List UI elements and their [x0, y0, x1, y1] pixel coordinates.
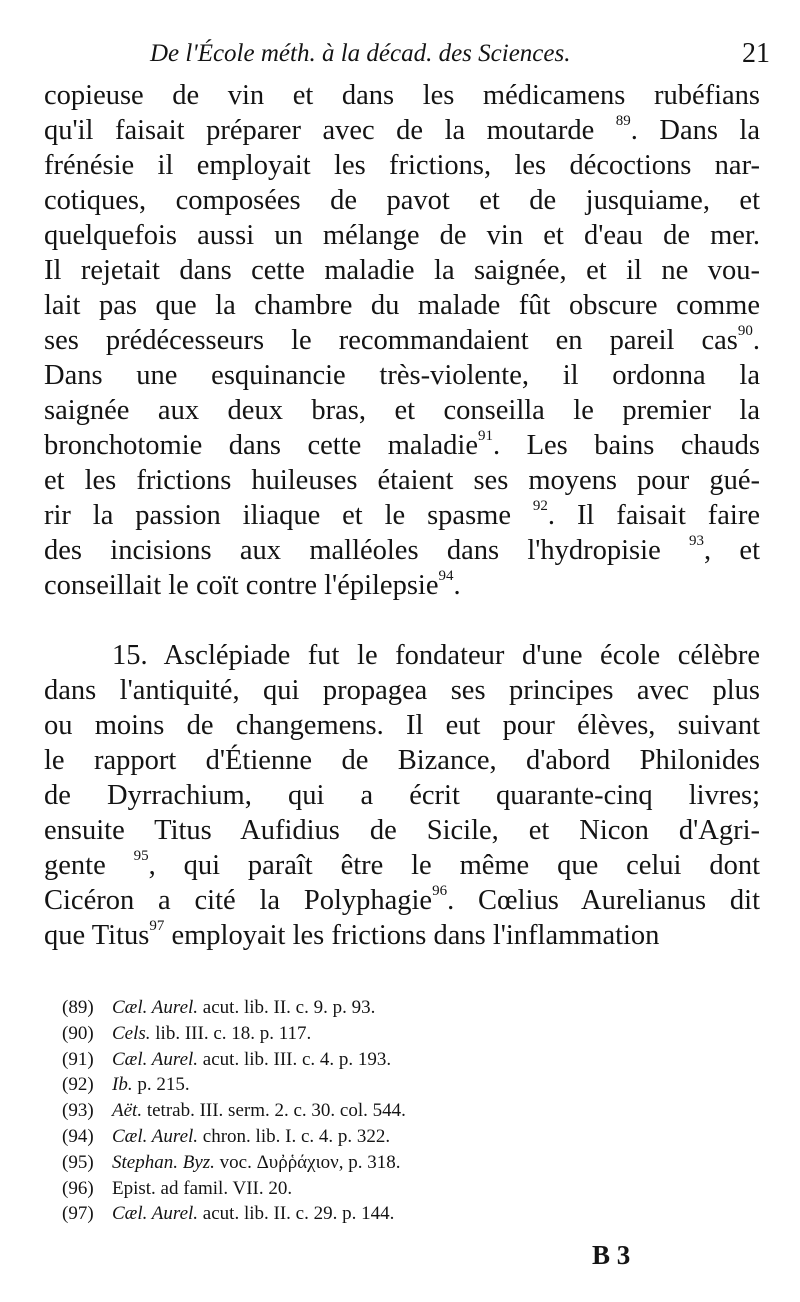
footnote-number: (94) — [62, 1125, 94, 1147]
footnote-number: (97) — [62, 1203, 94, 1225]
footnote-ref: 91 — [477, 428, 493, 444]
footnote-citation: acut. lib. II. c. 29. p. 144. — [198, 1203, 395, 1225]
footnote-source: Cæl. Aurel. — [112, 1125, 199, 1147]
text-line — [44, 183, 760, 218]
footnote-ref: 96 — [432, 883, 448, 899]
footnote-source: Cels. — [112, 1022, 151, 1044]
line-text: frénésie il employait les frictions, les décoctions nar- — [44, 150, 760, 181]
text-line — [44, 78, 760, 113]
footnote-source: Aët. — [112, 1100, 143, 1122]
footnote-number: (92) — [62, 1074, 94, 1096]
footnote-citation: chron. lib. I. c. 4. p. 322. — [198, 1125, 391, 1147]
line-text-after: employait les frictions dans l'inflammation — [164, 920, 660, 951]
text-line — [44, 883, 760, 918]
footnote-number: (89) — [62, 997, 94, 1018]
line-text: copieuse de vin et dans les médicamens rubéfians — [44, 80, 760, 111]
line-text: dans l'antiquité, qui propagea ses principes avec plus — [44, 675, 760, 706]
footnote-citation: tetrab. III. serm. 2. c. 30. col. 544. — [142, 1100, 406, 1122]
text-line — [44, 673, 760, 708]
signature-mark: B 3 — [592, 1240, 631, 1270]
line-text-after: . Les bains chauds — [492, 430, 761, 461]
line-text: saignée aux deux bras, et conseilla le premier la — [44, 395, 760, 426]
footnote-citation: voc. Δυῤῥάχιον, p. 318. — [214, 1151, 401, 1173]
line-text: 15. Asclépiade fut le fondateur d'une école célèbre — [112, 640, 760, 671]
footnote — [62, 1201, 562, 1227]
line-text: ou moins de changemens. Il eut pour élèves, suivant — [44, 710, 760, 741]
text-line — [44, 918, 760, 953]
footnote-number: (93) — [62, 1100, 94, 1122]
footnote-ref: 97 — [149, 918, 165, 934]
line-text-after: , et — [704, 535, 760, 566]
footnote — [62, 1176, 562, 1202]
line-text: bronchotomie dans cette maladie — [44, 430, 478, 461]
footnote-source: Stephan. Byz. — [112, 1151, 215, 1173]
text-line — [44, 148, 760, 183]
footnote-citation: p. 215. — [132, 1074, 190, 1096]
line-text: le rapport d'Étienne de Bizance, d'abord Philonides — [44, 745, 760, 776]
footnote-source: Cæl. Aurel. — [112, 997, 199, 1018]
footnote-ref: 90 — [737, 323, 753, 339]
body-text — [44, 78, 760, 953]
line-text: et les frictions huileuses étaient ses moyens pour gué- — [44, 465, 760, 496]
footnote — [62, 1047, 562, 1073]
page-number: 21 — [742, 38, 770, 69]
line-text-after: . — [752, 325, 760, 356]
line-text-after: , qui paraît être le même que celui dont — [148, 850, 760, 881]
text-line — [44, 743, 760, 778]
footnote — [62, 1072, 562, 1098]
line-text: Dans une esquinancie très-violente, il ordonna la — [44, 360, 760, 391]
running-title: De l'École méth. à la décad. des Sciences. — [150, 40, 571, 67]
line-text: gente — [44, 850, 134, 881]
line-text-after: . Cœlius Aurelianus dit — [447, 885, 760, 916]
running-head — [150, 34, 770, 74]
footnote-citation: acut. lib. III. c. 4. p. 193. — [198, 1048, 392, 1070]
text-line — [44, 778, 760, 813]
footnote-ref: 92 — [532, 498, 548, 514]
footnote-source: Cæl. Aurel. — [112, 1203, 199, 1225]
line-text: des incisions aux malléoles dans l'hydropisie — [44, 535, 690, 566]
text-line — [44, 638, 760, 673]
footnote — [62, 1150, 562, 1176]
line-text: Il rejetait dans cette maladie la saignée, et il ne vou- — [44, 255, 760, 286]
text-line — [44, 708, 760, 743]
footnote — [62, 1021, 562, 1047]
text-line — [44, 463, 760, 498]
line-text: de Dyrrachium, qui a écrit quarante-cinq livres; — [44, 780, 760, 811]
line-text-after: . — [453, 570, 461, 601]
text-line — [44, 113, 760, 148]
line-text: qu'il faisait préparer avec de la moutarde — [44, 115, 616, 146]
footnote-source: Ib. — [112, 1074, 133, 1096]
line-text: Cicéron a cité la Polyphagie — [44, 885, 433, 916]
footnote-number: (96) — [62, 1177, 94, 1199]
footnote-citation: acut. lib. II. c. 9. p. 93. — [198, 997, 376, 1018]
text-line — [44, 428, 760, 463]
line-text-after: . Dans la — [630, 115, 760, 146]
footnote — [62, 995, 562, 1021]
footnotes — [62, 995, 562, 1227]
text-line — [44, 848, 760, 883]
footnote-source: Cæl. Aurel. — [112, 1048, 199, 1070]
footnote-ref: 94 — [438, 568, 454, 584]
footnote — [62, 1124, 562, 1150]
footnote-ref: 95 — [133, 848, 149, 864]
footnote-number: (95) — [62, 1151, 94, 1173]
line-text: cotiques, composées de pavot et de jusquiame, et — [44, 185, 760, 216]
footnote-citation: Epist. ad famil. VII. 20. — [112, 1177, 293, 1199]
line-text: rir la passion iliaque et le spasme — [44, 500, 533, 531]
line-text: ensuite Titus Aufidius de Sicile, et Nicon d'Agri- — [44, 815, 760, 846]
text-line — [44, 218, 760, 253]
line-text: que Titus — [44, 920, 150, 951]
footnote-citation: lib. III. c. 18. p. 117. — [150, 1022, 312, 1044]
text-line — [44, 358, 760, 393]
text-line — [44, 533, 760, 568]
text-line — [44, 813, 760, 848]
text-line — [44, 323, 760, 358]
paragraph-gap — [44, 603, 760, 638]
footnote-number: (90) — [62, 1022, 94, 1044]
text-line — [44, 288, 760, 323]
text-line — [44, 253, 760, 288]
footnote — [62, 1098, 562, 1124]
line-text-after: . Il faisait faire — [547, 500, 760, 531]
footnote-ref: 89 — [615, 113, 631, 129]
line-text: lait pas que la chambre du malade fût obscure comme — [44, 290, 760, 321]
text-line — [44, 498, 760, 533]
line-text: ses prédécesseurs le recommandaient en pareil cas — [44, 325, 738, 356]
text-line — [44, 393, 760, 428]
line-text: conseillait le coït contre l'épilepsie — [44, 570, 439, 601]
footnote-ref: 93 — [689, 533, 705, 549]
footnote-number: (91) — [62, 1048, 94, 1070]
text-line — [44, 568, 760, 603]
line-text: quelquefois aussi un mélange de vin et d'eau de mer. — [44, 220, 760, 251]
